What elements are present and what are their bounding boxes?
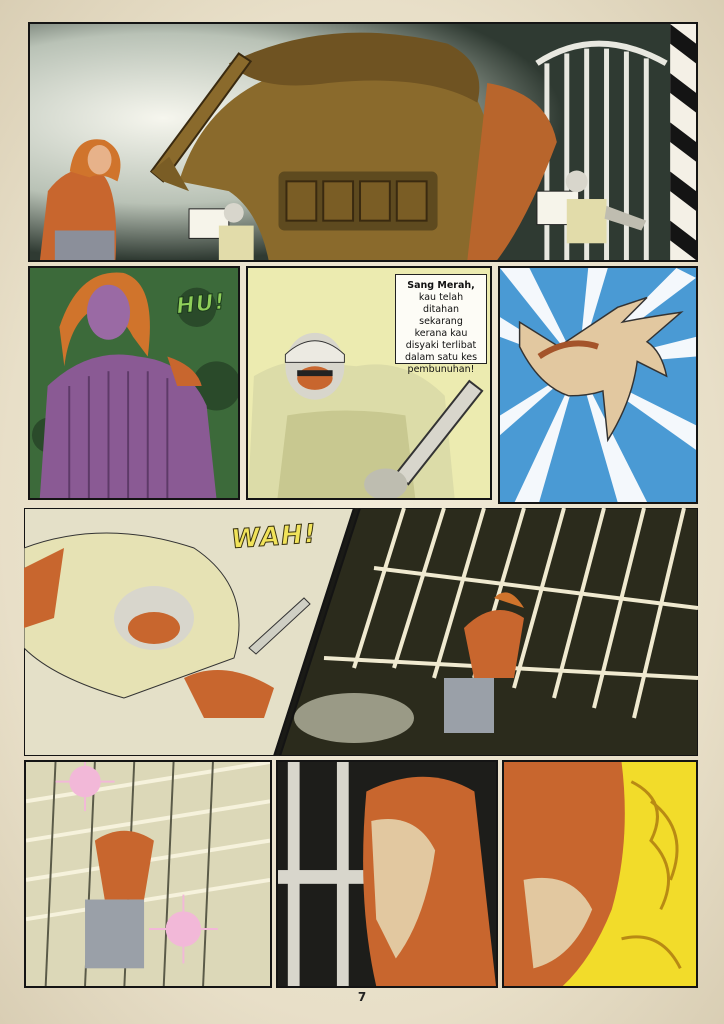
panel-7-bars-closeup [276, 760, 498, 988]
panel-5-guard-knocked-back [24, 508, 698, 756]
speech-bubble [395, 274, 487, 375]
speech-text: kau telah ditahan sekarang kerana kau disyaki terlibat dalam satu kes pembunuhan! [404, 292, 478, 375]
panel-8-art [504, 762, 696, 986]
panel-1-art [30, 24, 696, 260]
panel-6-hero-sparks [24, 760, 272, 988]
panel-2-purple-figure [28, 266, 240, 500]
panel-4-art [500, 268, 696, 502]
speech-speaker: Sang Merah, [407, 280, 475, 291]
panel-4-reaching-hand [498, 266, 698, 504]
sfx-wah: WAH! [230, 519, 318, 555]
page-number: 7 [357, 990, 367, 1004]
sfx-hu: HU! [175, 289, 227, 320]
panel-6-art [26, 762, 270, 986]
panel-7-art [278, 762, 496, 986]
panel-1-soldier-confrontation [28, 22, 698, 262]
panel-3-guard-speaking [246, 266, 492, 500]
panel-8-energy-glow [502, 760, 698, 988]
panel-5-art [24, 508, 698, 756]
